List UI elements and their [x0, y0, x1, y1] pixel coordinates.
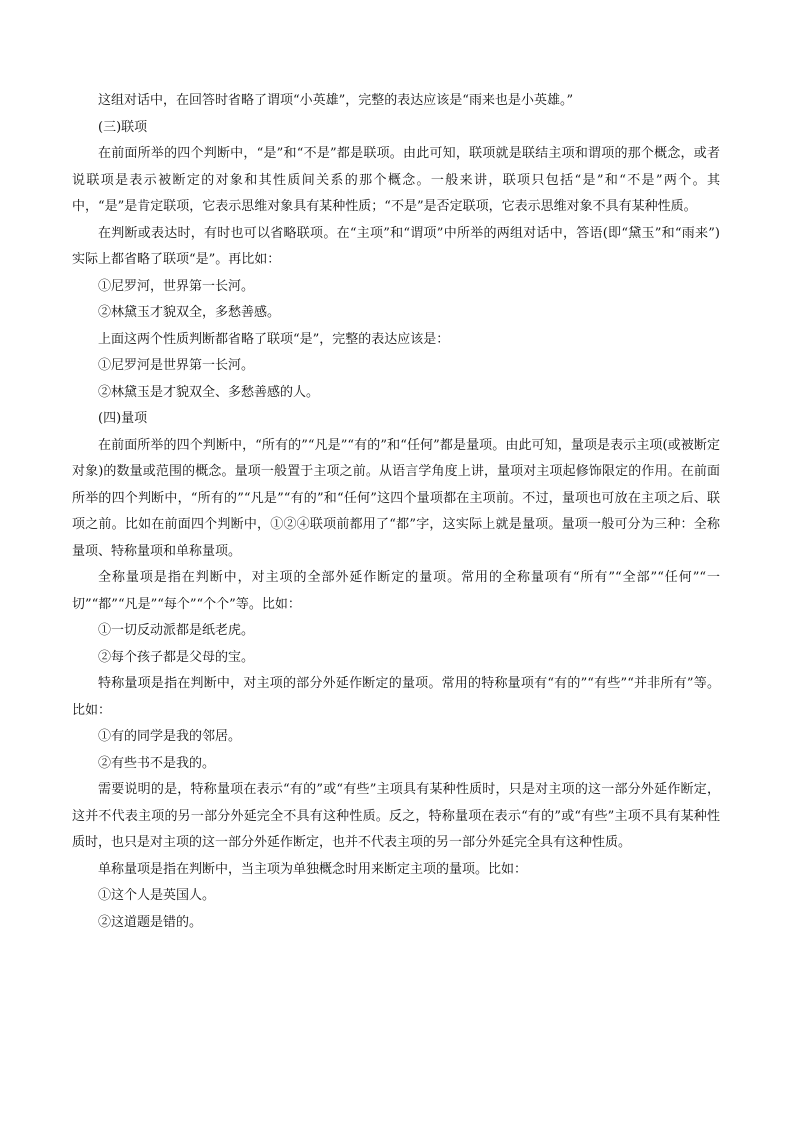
paragraph-particular-quantifier: 特称量项是指在判断中，对主项的部分外延作断定的量项。常用的特称量项有“有的”“有些”“并非所有”等。比如： — [72, 676, 720, 718]
paragraph-quantifier-definition: 在前面所举的四个判断中，“所有的”“凡是”“有的”和“任何”都是量项。由此可知，量项是表示主项(或被断定对象)的数量或范围的概念。量项一般置于主项之前。从语言学角度上讲，量项对主项起修饰限定的作用。在前面所举的四个判断中，“所有的”“凡是”“有的”和“任何”这四个量项都在主项前。不过，量项也可放在主项之后、联项之前。比如在前面四个判断中，①②④联项前都用了“都”字，这实际上就是量项。量项一般可分为三种：全称量项、特称量项和单称量项。 — [72, 437, 720, 559]
document-page — [72, 88, 720, 936]
example-item: ②林黛玉才貌双全，多愁善感。 — [98, 305, 281, 320]
example-item: ①尼罗河是世界第一长河。 — [98, 358, 255, 373]
paragraph-copula-omission: 在判断或表达时，有时也可以省略联项。在“主项”和“谓项”中所举的两组对话中，答语(即“黛玉”和“雨来”)实际上都省略了联项“是”。再比如： — [72, 225, 720, 267]
example-item: ②林黛玉是才貌双全、多愁善感的人。 — [98, 384, 320, 400]
example-item: ②每个孩子都是父母的宝。 — [98, 649, 255, 665]
paragraph-singular-quantifier: 单称量项是指在判断中，当主项为单独概念时用来断定主项的量项。比如： — [98, 861, 528, 877]
example-item: ②有些书不是我的。 — [98, 755, 216, 771]
example-item: ①尼罗河，世界第一长河。 — [98, 278, 255, 294]
paragraph-particular-note: 需要说明的是，特称量项在表示“有的”或“有些”主项具有某种性质时，只是对主项的这一部分外延作断定，这并不代表主项的另一部分外延完全不具有这种性质。反之，特称量项在表示“有的”或“有些”主项不具有某种性质时，也只是对主项的这一部分外延作断定，也并不代表主项的另一部分外延完全具有这种性质。 — [72, 782, 720, 850]
paragraph-universal-quantifier: 全称量项是指在判断中，对主项的全部外延作断定的量项。常用的全称量项有“所有”“全部”“任何”“一切”“都”“凡是”“每个”“个个”等。比如： — [72, 570, 720, 612]
paragraph-complete-expression: 上面这两个性质判断都省略了联项“是”，完整的表达应该是： — [98, 331, 450, 347]
section-heading-copula: (三)联项 — [98, 119, 148, 135]
example-item: ①这个人是英国人。 — [98, 888, 216, 903]
paragraph-copula-definition: 在前面所举的四个判断中，“是”和“不是”都是联项。由此可知，联项就是联结主项和谓项的那个概念，或者说联项是表示被断定的对象和其性质间关系的那个概念。一般来讲，联项只包括“是”和“不是”两个。其中，“是”是肯定联项，它表示思维对象具有某种性质；“不是”是否定联项，它表示思维对象不具有某种性质。 — [72, 146, 720, 214]
example-item: ①有的同学是我的邻居。 — [98, 729, 242, 744]
paragraph-predicate-omission: 这组对话中，在回答时省略了谓项“小英雄”，完整的表达应该是“雨来也是小英雄。” — [98, 93, 574, 108]
example-item: ②这道题是错的。 — [98, 914, 203, 930]
section-heading-quantifier: (四)量项 — [98, 411, 148, 426]
example-item: ①一切反动派都是纸老虎。 — [98, 623, 255, 638]
